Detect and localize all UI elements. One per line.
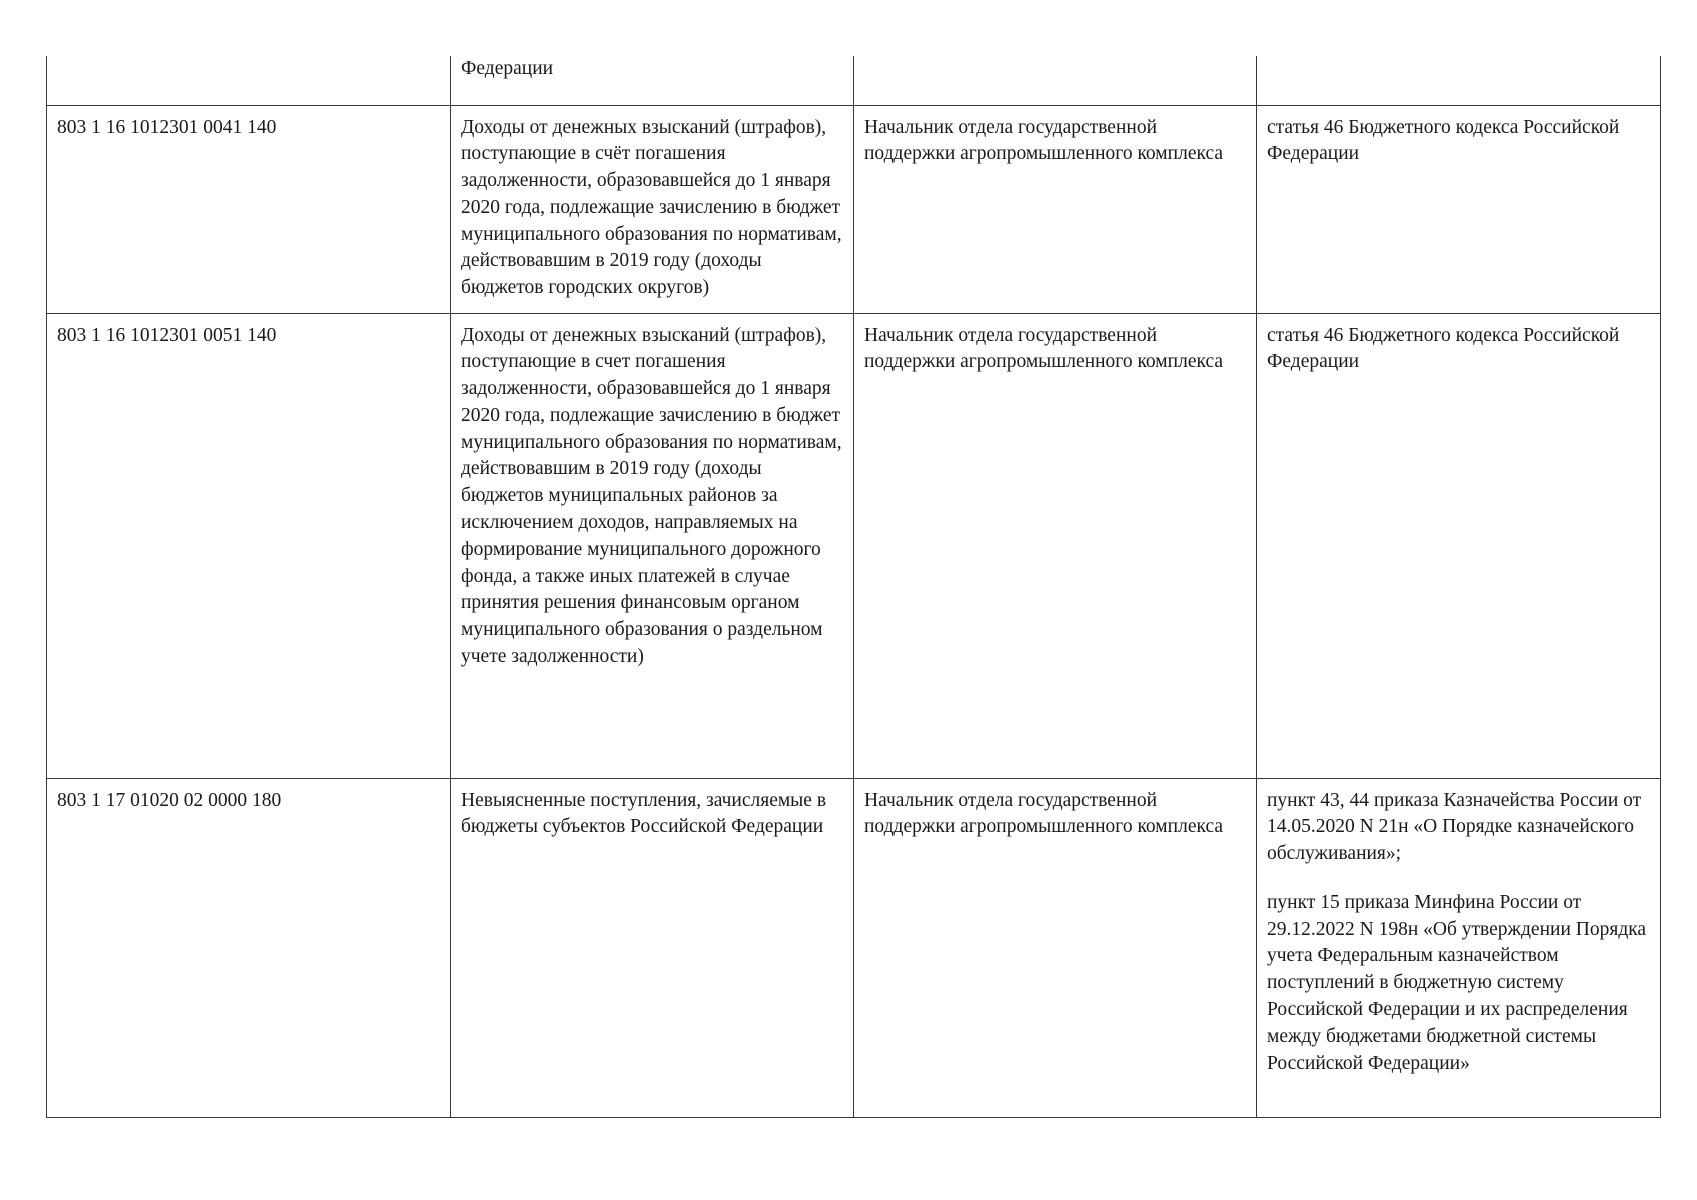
cell-code (47, 56, 451, 105)
table-row (47, 313, 1661, 778)
basis-paragraph: статья 46 Бюджетного кодекса Российской Федерации (1267, 324, 1620, 373)
cell-description: Невыясненные поступления, зачисляемые в бюджеты субъектов Российской Федерации (451, 778, 854, 1117)
cell-description: Доходы от денежных взысканий (штрафов), поступающие в счет погашения задолженности, образовавшейся до 1 января 2020 года, подлежащие зачислению в бюджет муниципального образования по нормативам, действовавшим в 2019 году (доходы бюджетов муниципальных районов за исключением доходов, направляемых на формирование муниципального дорожного фонда, а также иных платежей в случае принятия решения финансовым органом муниципального образования о раздельном учете задолженности) (451, 313, 854, 778)
cell-responsible: Начальник отдела государственной поддержки агропромышленного комплекса (854, 778, 1257, 1117)
cell-description: Федерации (451, 56, 854, 105)
cell-responsible (854, 56, 1257, 105)
cell-responsible: Начальник отдела государственной поддержки агропромышленного комплекса (854, 313, 1257, 778)
basis-paragraph: пункт 43, 44 приказа Казначейства России от 14.05.2020 N 21н «О Порядке казначейского обслуживания»; (1267, 789, 1642, 865)
cell-code: 803 1 16 1012301 0051 140 (47, 313, 451, 778)
table-row (47, 778, 1661, 1117)
cell-basis (1257, 778, 1661, 1117)
basis-paragraph: статья 46 Бюджетного кодекса Российской Федерации (1267, 116, 1620, 165)
table-row (47, 105, 1661, 313)
cell-code: 803 1 17 01020 02 0000 180 (47, 778, 451, 1117)
cell-description: Доходы от денежных взысканий (штрафов), поступающие в счёт погашения задолженности, образовавшейся до 1 января 2020 года, подлежащие зачислению в бюджет муниципального образования по нормативам, действовавшим в 2019 году (доходы бюджетов городских округов) (451, 105, 854, 313)
table-row-continuation (47, 56, 1661, 105)
cell-code: 803 1 16 1012301 0041 140 (47, 105, 451, 313)
cell-basis (1257, 313, 1661, 778)
cell-basis (1257, 56, 1661, 105)
revenue-codes-table (46, 56, 1661, 1118)
cell-responsible: Начальник отдела государственной поддержки агропромышленного комплекса (854, 105, 1257, 313)
basis-paragraph: пункт 15 приказа Минфина России от 29.12.2022 N 198н «Об утверждении Порядка учета Федеральным казначейством поступлений в бюджетную систему Российской Федерации и их распределения между бюджетами бюджетной системы Российской Федерации» (1267, 891, 1647, 1074)
cell-basis (1257, 105, 1661, 313)
